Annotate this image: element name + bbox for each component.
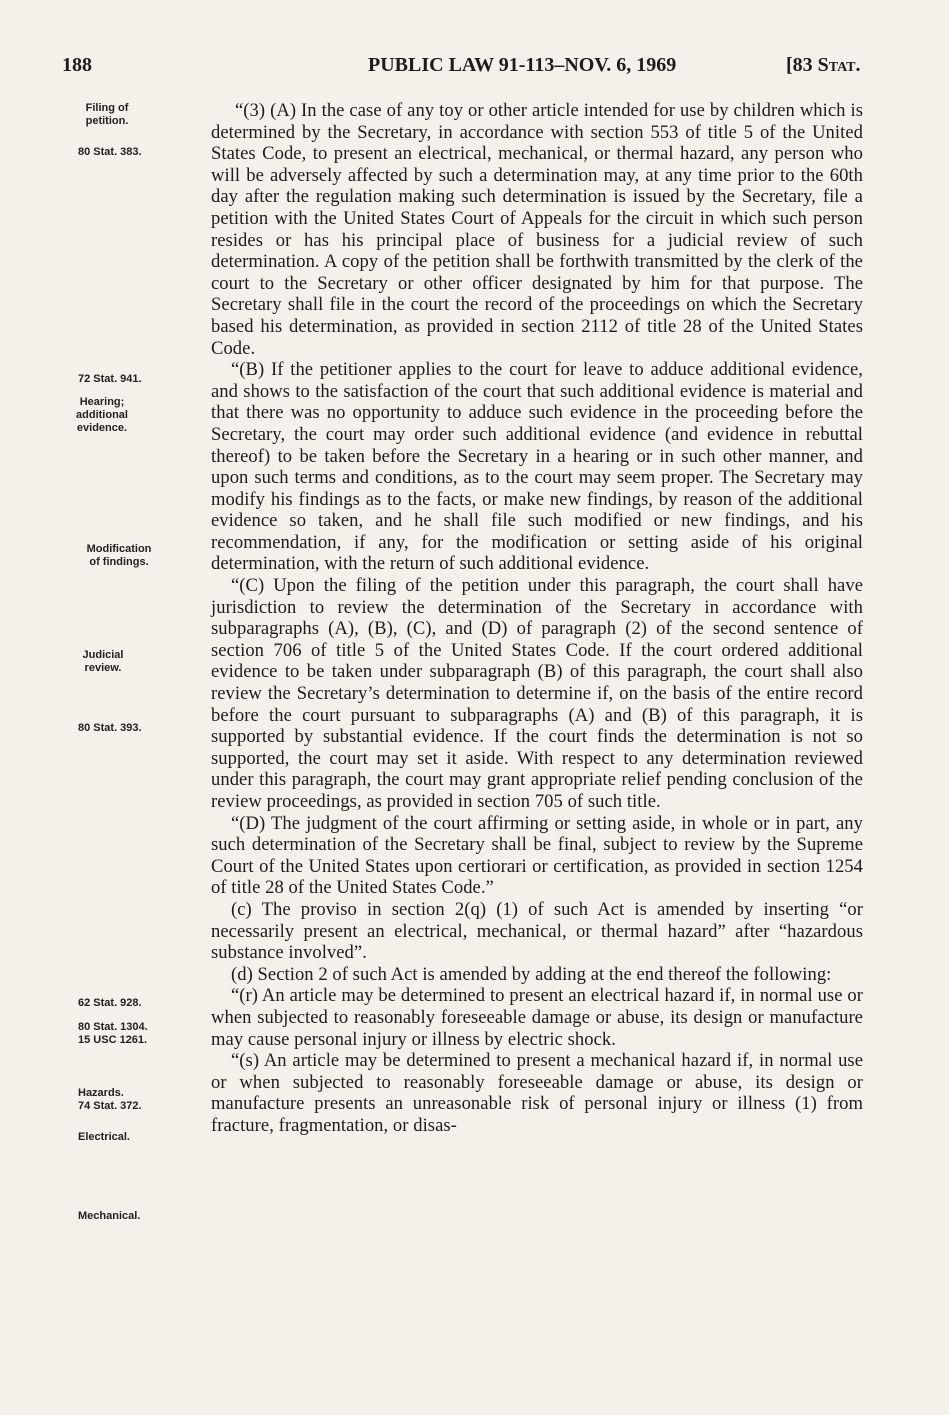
margin-note-line: additional bbox=[76, 409, 128, 421]
paragraph-r: “(r) An article may be determined to present an electrical hazard if, in normal use or when subjected to reasonably foreseeable damage or abuse, its design or manufacture may cause personal injury or illness by electric shock. bbox=[211, 985, 863, 1050]
margin-note-mechanical bbox=[78, 1210, 218, 1223]
margin-note-line: 15 USC 1261. bbox=[78, 1034, 148, 1046]
margin-note-line: 80 Stat. 393. bbox=[78, 722, 142, 734]
margin-note-hazards bbox=[78, 1087, 218, 1113]
margin-note-62-stat-928 bbox=[78, 997, 218, 1010]
margin-note-modification bbox=[54, 543, 184, 569]
margin-note-line: Filing of bbox=[85, 102, 129, 114]
margin-note-line: Hazards. bbox=[78, 1087, 124, 1099]
margin-note-line: of findings. bbox=[89, 556, 149, 568]
page-number: 188 bbox=[62, 54, 92, 76]
margin-note-line: Mechanical. bbox=[78, 1210, 141, 1222]
paragraph-c: (c) The proviso in section 2(q) (1) of such Act is amended by inserting “or necessarily present an electrical, mechanical, or thermal hazard” after “hazardous substance involved”. bbox=[211, 898, 863, 964]
margin-note-line: 72 Stat. 941. bbox=[78, 373, 142, 385]
margin-note-line: Electrical. bbox=[78, 1131, 130, 1143]
paragraph-3d: “(D) The judgment of the court affirming or setting aside, in whole or in part, any such determination of the Secretary shall be final, subject to review by the Supreme Court of the United States upon certiorari or certification, as provided in section 1254 of title 28 of the United States Code.” bbox=[211, 812, 863, 899]
margin-note-line: evidence. bbox=[76, 422, 128, 434]
running-title: PUBLIC LAW 91-113–NOV. 6, 1969 bbox=[368, 54, 677, 76]
body-text bbox=[211, 100, 863, 1137]
margin-note-line: 74 Stat. 372. bbox=[78, 1100, 142, 1112]
statute-prefix: [83 bbox=[786, 54, 818, 76]
paragraph-3c: “(C) Upon the filing of the petition under this paragraph, the court shall have jurisdiction to review the determination of the Secretary in accordance with subparagraphs (A), (B), (C), and (D) of paragraph (2) of the second sentence of section 706 of title 5 of the United States Code. If the court ordered additional evidence to be taken under subparagraph (B) of this paragraph, the court shall also review the Secretary’s determination to determine if, on the basis of the entire record before the court pursuant to subparagraphs (A) and (B) of this paragraph, it is supported by substantial evidence. If the court finds the determination is not so supported, the court may set it aside. With respect to any determination reviewed under this paragraph, the court may grant appropriate relief pending conclusion of the review proceedings, as provided in section 705 of such title. bbox=[211, 575, 863, 812]
margin-note-judicial-review bbox=[38, 649, 168, 675]
margin-note-electrical bbox=[78, 1131, 218, 1144]
paragraph-d: (d) Section 2 of such Act is amended by adding at the end thereof the following: bbox=[231, 963, 832, 985]
margin-note-hearing bbox=[37, 396, 167, 435]
margin-note-80-stat-393 bbox=[78, 722, 218, 735]
margin-note-line: Hearing; bbox=[79, 396, 125, 408]
margin-note-line: Modification bbox=[86, 543, 152, 555]
paragraph-3a: “(3) (A) In the case of any toy or other article intended for use by children which is determined by the Secretary, in accordance with section 553 of title 5 of the United States Code, to present an electrical, mechanical, or thermal hazard, any person who will be adversely affected by such a determination may, at any time prior to the 60th day after the regulation making such determination is issued by the Secretary, file a petition with the United States Court of Appeals for the circuit in which such person resides or has his principal place of business for a judicial review of such determination. A copy of the petition shall be forthwith transmitted by the clerk of the court to the Secretary or other officer designated by him for that purpose. The Secretary shall file in the court the record of the proceedings on which the Secretary based his determination, as provided in section 2112 of title 28 of the United States Code. bbox=[211, 100, 863, 359]
margin-note-line: 80 Stat. 1304. bbox=[78, 1021, 148, 1033]
paragraph-s: “(s) An article may be determined to present a mechanical hazard if, in normal use or when subjected to reasonably foreseeable damage or abuse, its design or manufacture presents an unreasonable risk of personal injury or illness (1) from fracture, fragmentation, or disas- bbox=[211, 1050, 863, 1136]
margin-note-80-stat-383 bbox=[78, 146, 218, 159]
paragraph-3b: “(B) If the petitioner applies to the court for leave to adduce additional evidence, and shows to the satisfaction of the court that such additional evidence is material and that there was no opportunity to adduce such evidence in the proceeding before the Secretary, the court may order such additional evidence (and evidence in rebuttal thereof) to be taken before the Secretary in a hearing or in such other manner, and upon such terms and conditions, as to the court may seem proper. The Secretary may modify his findings as to the facts, or make new findings, by reason of the additional evidence so taken, and he shall file such modified or new findings, and his recommendation, if any, for the modification or setting aside of his original determination, with the return of such additional evidence. bbox=[211, 359, 863, 575]
margin-note-line: Judicial bbox=[82, 649, 124, 661]
margin-note-filing-of-petition bbox=[42, 102, 172, 128]
statute-reference bbox=[786, 54, 861, 77]
margin-note-72-stat-941 bbox=[78, 373, 218, 386]
margin-note-line: 80 Stat. 383. bbox=[78, 146, 142, 158]
statute-word: Stat. bbox=[817, 54, 861, 76]
margin-notes bbox=[0, 0, 200, 1415]
margin-note-line: review. bbox=[84, 662, 122, 674]
margin-note-80-stat-1304 bbox=[78, 1021, 218, 1047]
margin-note-line: petition. bbox=[85, 115, 129, 127]
margin-note-line: 62 Stat. 928. bbox=[78, 997, 142, 1009]
